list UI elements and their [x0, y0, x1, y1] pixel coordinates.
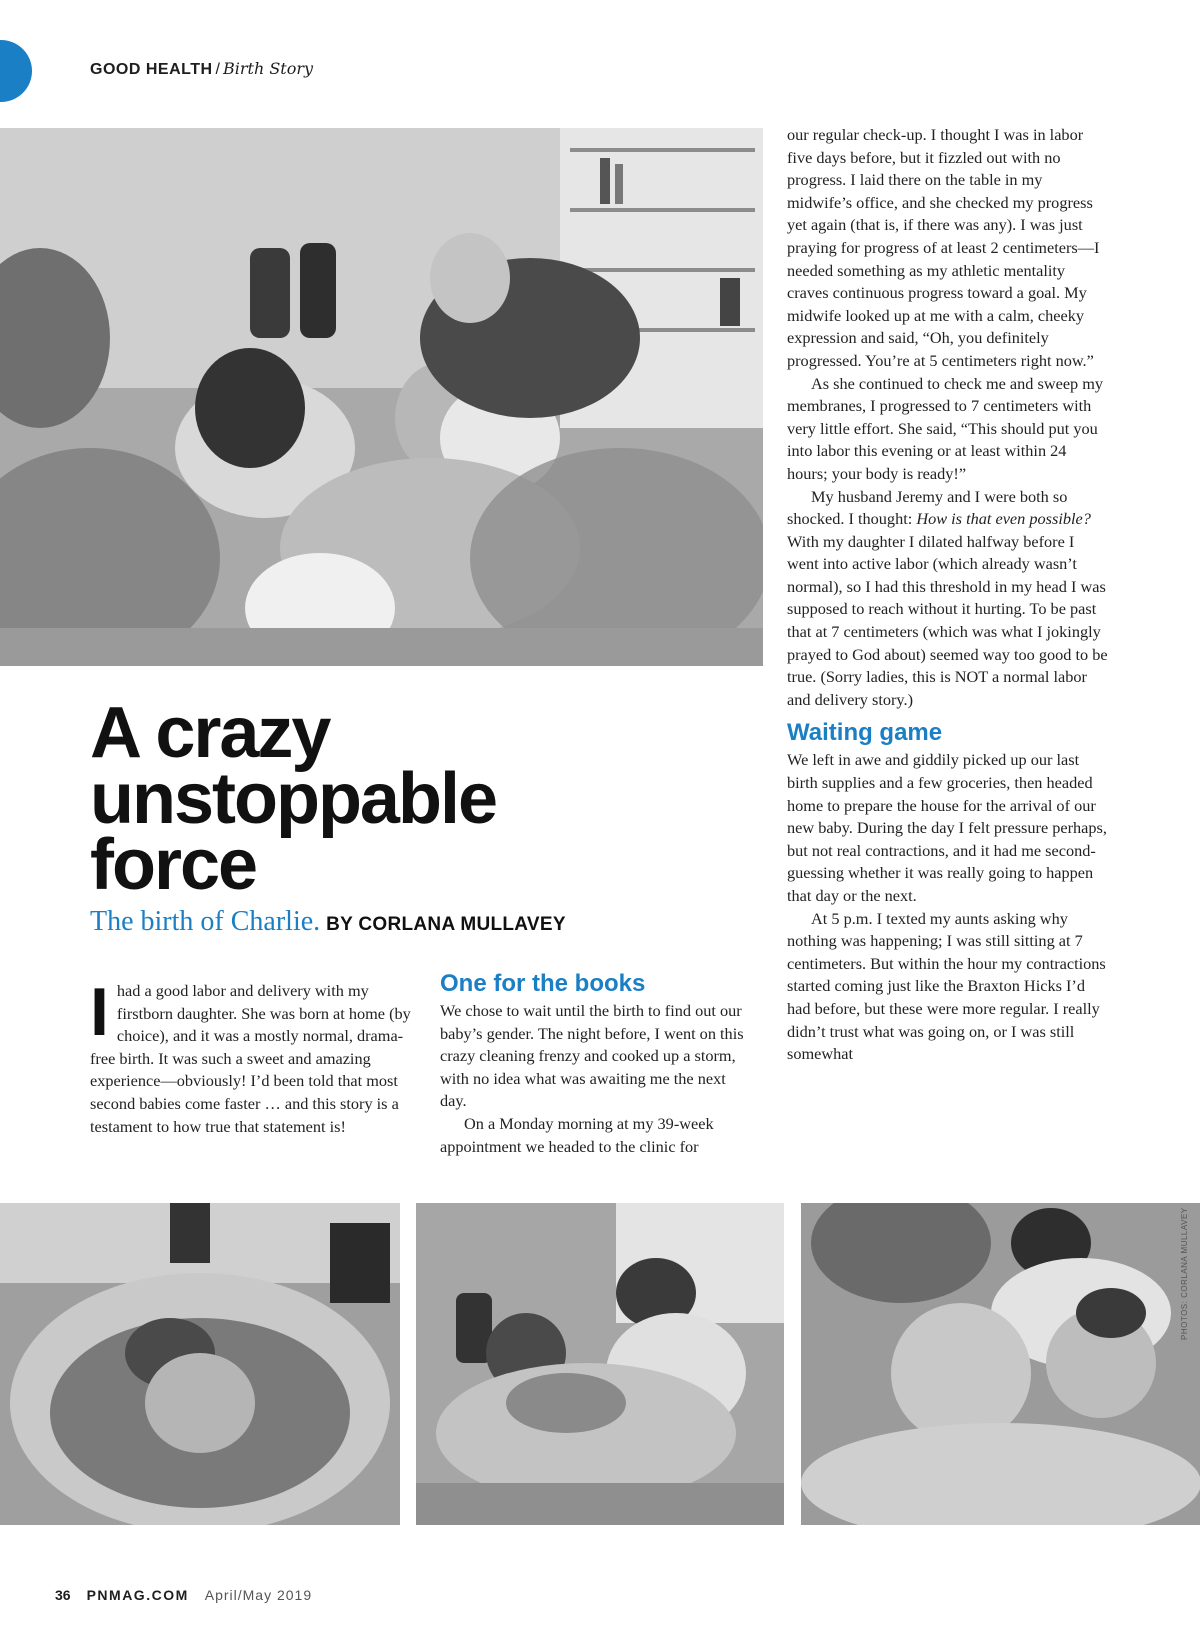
paragraph: On a Monday morning at my 39-week appointment we headed to the clinic for	[440, 1113, 714, 1156]
subsection-label: Birth Story	[222, 59, 314, 78]
intro-paragraph-text: had a good labor and delivery with my firstborn daughter. She was born at home (by choice), and it was a mostly normal, drama-free birth. It was such a sweet and amazing experience—obviously! I’d been told that most second babies come faster … and this story is a testament to how true that statement is!	[90, 981, 411, 1136]
paragraph: We chose to wait until the birth to find out our baby’s gender. The night before, I went on this crazy cleaning frenzy and cooked up a storm, with no idea what was awaiting me the next day.	[440, 1001, 744, 1111]
paragraph: our regular check-up. I thought I was in labor five days before, but it fizzled out with no progress. I laid there on the table in my midwife’s office, and she checked my progress yet again (that is, if there was any). I was just praying for progress of at least 2 centimeters—I needed something as my athletic mentality craves continuous progress toward a goal. My midwife looked up at me with a calm, cheeky expression and said, “Oh, you definitely progressed. You’re at 5 centimeters right now.”	[787, 125, 1100, 370]
paragraph	[787, 486, 1110, 712]
page-number: 36	[55, 1587, 71, 1603]
section-tab-marker	[0, 40, 32, 102]
drop-cap: I	[90, 974, 109, 1050]
intro-paragraph	[90, 974, 416, 1138]
paragraph-text: My husband Jeremy and I were both so shocked. I thought:	[787, 486, 1068, 529]
paragraph: As she continued to check me and sweep my membranes, I progressed to 7 centimeters with very little effort. She said, “This should put you into labor this evening or at least within 24 hours; your body is ready!”	[787, 373, 1104, 483]
hero-photo-family-with-newborn	[0, 128, 763, 666]
photo-labor-pool	[0, 1203, 400, 1525]
byline: BY CORLANA MULLAVEY	[326, 914, 566, 935]
article-headline	[90, 693, 650, 905]
section-header	[90, 59, 313, 80]
emphasis-text: How is that even possible?	[916, 509, 1091, 529]
deck-text: The birth of Charlie.	[90, 906, 321, 937]
paragraph: We left in awe and giddily picked up our last birth supplies and a few groceries, then headed home to prepare the house for the arrival of our new baby. During the day I felt pressure perhaps, but not real contractions, and it had me second-guessing whether it was really going to happen that day or the next.	[787, 750, 1107, 905]
paragraph-text: With my daughter I dilated halfway before I went into active labor (which already wasn’t normal), so I had this threshold in my head I was supposed to reach without it hurting. To be past that at 7 centimeters (which was what I jokingly prayed to God about) seemed way too good to be true. (Sorry ladies, this is NOT a normal labor and delivery story.)	[787, 531, 1108, 709]
site-name: PNMAG.COM	[86, 1587, 189, 1603]
headline-line-2: unstoppable	[90, 759, 496, 839]
photo-baby-arrival	[801, 1203, 1200, 1525]
subhead-waiting-game: Waiting game	[787, 719, 943, 747]
paragraph: At 5 p.m. I texted my aunts asking why nothing was happening; I was still sitting at 7 centimeters. But within the hour my contractions started coming just like the Braxton Hicks I’d had before, but these were more regular. I really didn’t trust what was going on, or I was still somewhat	[787, 908, 1106, 1064]
page-footer	[55, 1586, 312, 1604]
article-column-3	[787, 124, 1110, 1066]
article-deck	[90, 906, 690, 938]
headline-line-3: force	[90, 825, 257, 905]
photo-labor-support	[416, 1203, 784, 1525]
section-separator: /	[215, 61, 220, 78]
photo-credit: PHOTOS: CORLANA MULLAVEY	[1180, 1207, 1189, 1340]
subhead-one-for-the-books: One for the books	[440, 970, 646, 997]
article-column-1	[90, 974, 416, 1138]
headline-line-1: A crazy	[90, 693, 330, 773]
article-column-2	[440, 970, 752, 1158]
section-label: GOOD HEALTH	[90, 61, 213, 78]
issue-date: April/May 2019	[204, 1587, 313, 1603]
